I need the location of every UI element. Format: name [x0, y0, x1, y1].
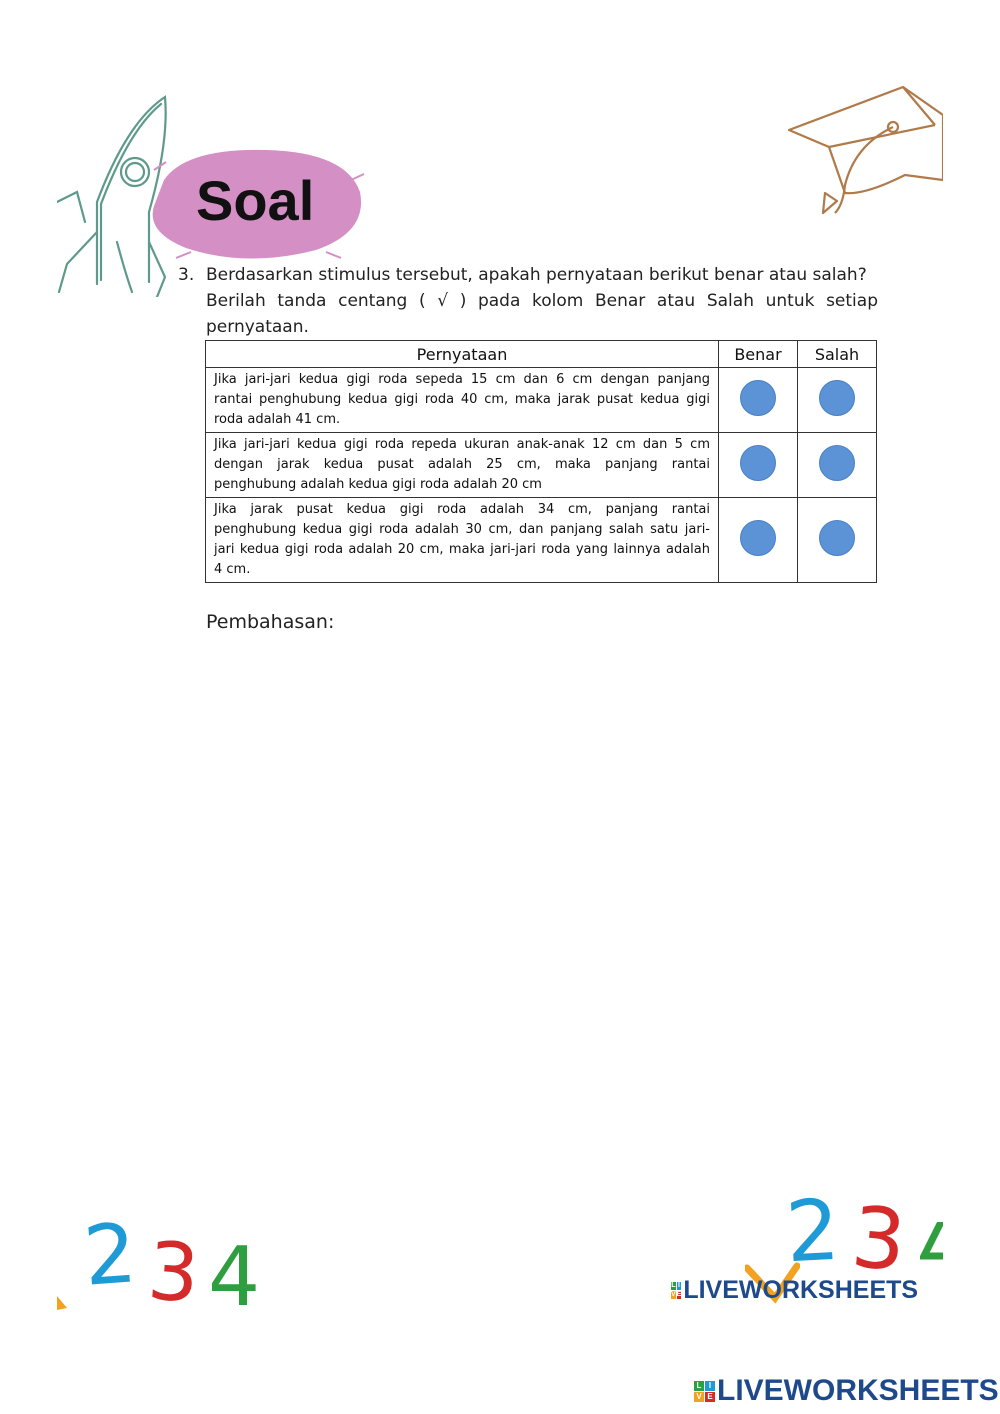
number-4-left: 4 [208, 1230, 261, 1325]
statement-line: Jika jarak pusat kedua gigi roda adalah 34 cm, panjang rantai [214, 502, 710, 517]
statement-line: dengan jarak kedua pusat adalah 25 cm, maka panjang rantai [214, 457, 710, 472]
benar-cell [719, 498, 798, 583]
number-3-left: 3 [144, 1224, 203, 1321]
benar-radio-3[interactable] [740, 520, 776, 556]
number-3-right: 3 [847, 1187, 910, 1291]
green-stroke-icon [920, 1222, 943, 1264]
statement-line: Jika jari-jari kedua gigi roda sepeda 15 cm dan 6 cm dengan panjang [214, 372, 710, 387]
benar-radio-2[interactable] [740, 445, 776, 481]
liveworksheets-wordmark: LIVEWORKSHEETS [683, 1276, 919, 1304]
question-number: 3. [178, 265, 195, 285]
liveworksheets-badge-icon: L I V E [694, 1381, 715, 1402]
salah-radio-3[interactable] [819, 520, 855, 556]
salah-radio-2[interactable] [819, 445, 855, 481]
statement-cell [206, 433, 719, 498]
table-row [206, 433, 877, 498]
benar-cell [719, 433, 798, 498]
statement-line: jari kedua gigi roda adalah 20 cm, maka jari-jari roda yang lainnya adalah [214, 542, 710, 557]
table-row [206, 368, 877, 433]
liveworksheets-logo-outer[interactable] [694, 1374, 999, 1408]
statement-line: penghubung adalah kedua gigi roda adalah 20 cm [214, 477, 542, 492]
statement-line: penghubung kedua gigi roda adalah 30 cm, dan panjang salah satu jari- [214, 522, 710, 537]
number-2-left: 2 [80, 1206, 140, 1305]
benar-radio-1[interactable] [740, 380, 776, 416]
statement-cell [206, 368, 719, 433]
statement-cell [206, 498, 719, 583]
salah-radio-1[interactable] [819, 380, 855, 416]
statement-table [205, 340, 877, 583]
liveworksheets-logo-inner [671, 1276, 918, 1305]
orange-triangle-icon [57, 1296, 67, 1310]
pembahasan-label: Pembahasan: [206, 611, 335, 633]
statement-line: roda adalah 41 cm. [214, 412, 341, 427]
number-2-right: 2 [783, 1180, 842, 1282]
table-header-row [206, 341, 877, 368]
statement-line: rantai penghubung kedua gigi roda 40 cm, maka jarak pusat kedua gigi [214, 392, 710, 407]
page-title: Soal [196, 169, 315, 232]
statement-line: 4 cm. [214, 562, 251, 577]
salah-cell [798, 498, 877, 583]
table-row [206, 498, 877, 583]
question-line-2: Berilah tanda centang ( √ ) pada kolom Benar atau Salah untuk setiap [206, 291, 878, 311]
salah-cell [798, 433, 877, 498]
graduation-cap-icon [785, 85, 943, 220]
statement-line: Jika jari-jari kedua gigi roda repeda ukuran anak-anak 12 cm dan 5 cm [214, 437, 710, 452]
benar-cell [719, 368, 798, 433]
question-line-1: Berdasarkan stimulus tersebut, apakah pernyataan berikut benar atau salah? [206, 265, 867, 285]
liveworksheets-wordmark: LIVEWORKSHEETS [717, 1374, 999, 1407]
header-pernyataan: Pernyataan [206, 341, 719, 368]
question-line-3: pernyataan. [206, 317, 309, 337]
salah-cell [798, 368, 877, 433]
header-benar: Benar [719, 341, 798, 368]
liveworksheets-badge-icon: L I V E [671, 1282, 682, 1298]
header-salah: Salah [798, 341, 877, 368]
